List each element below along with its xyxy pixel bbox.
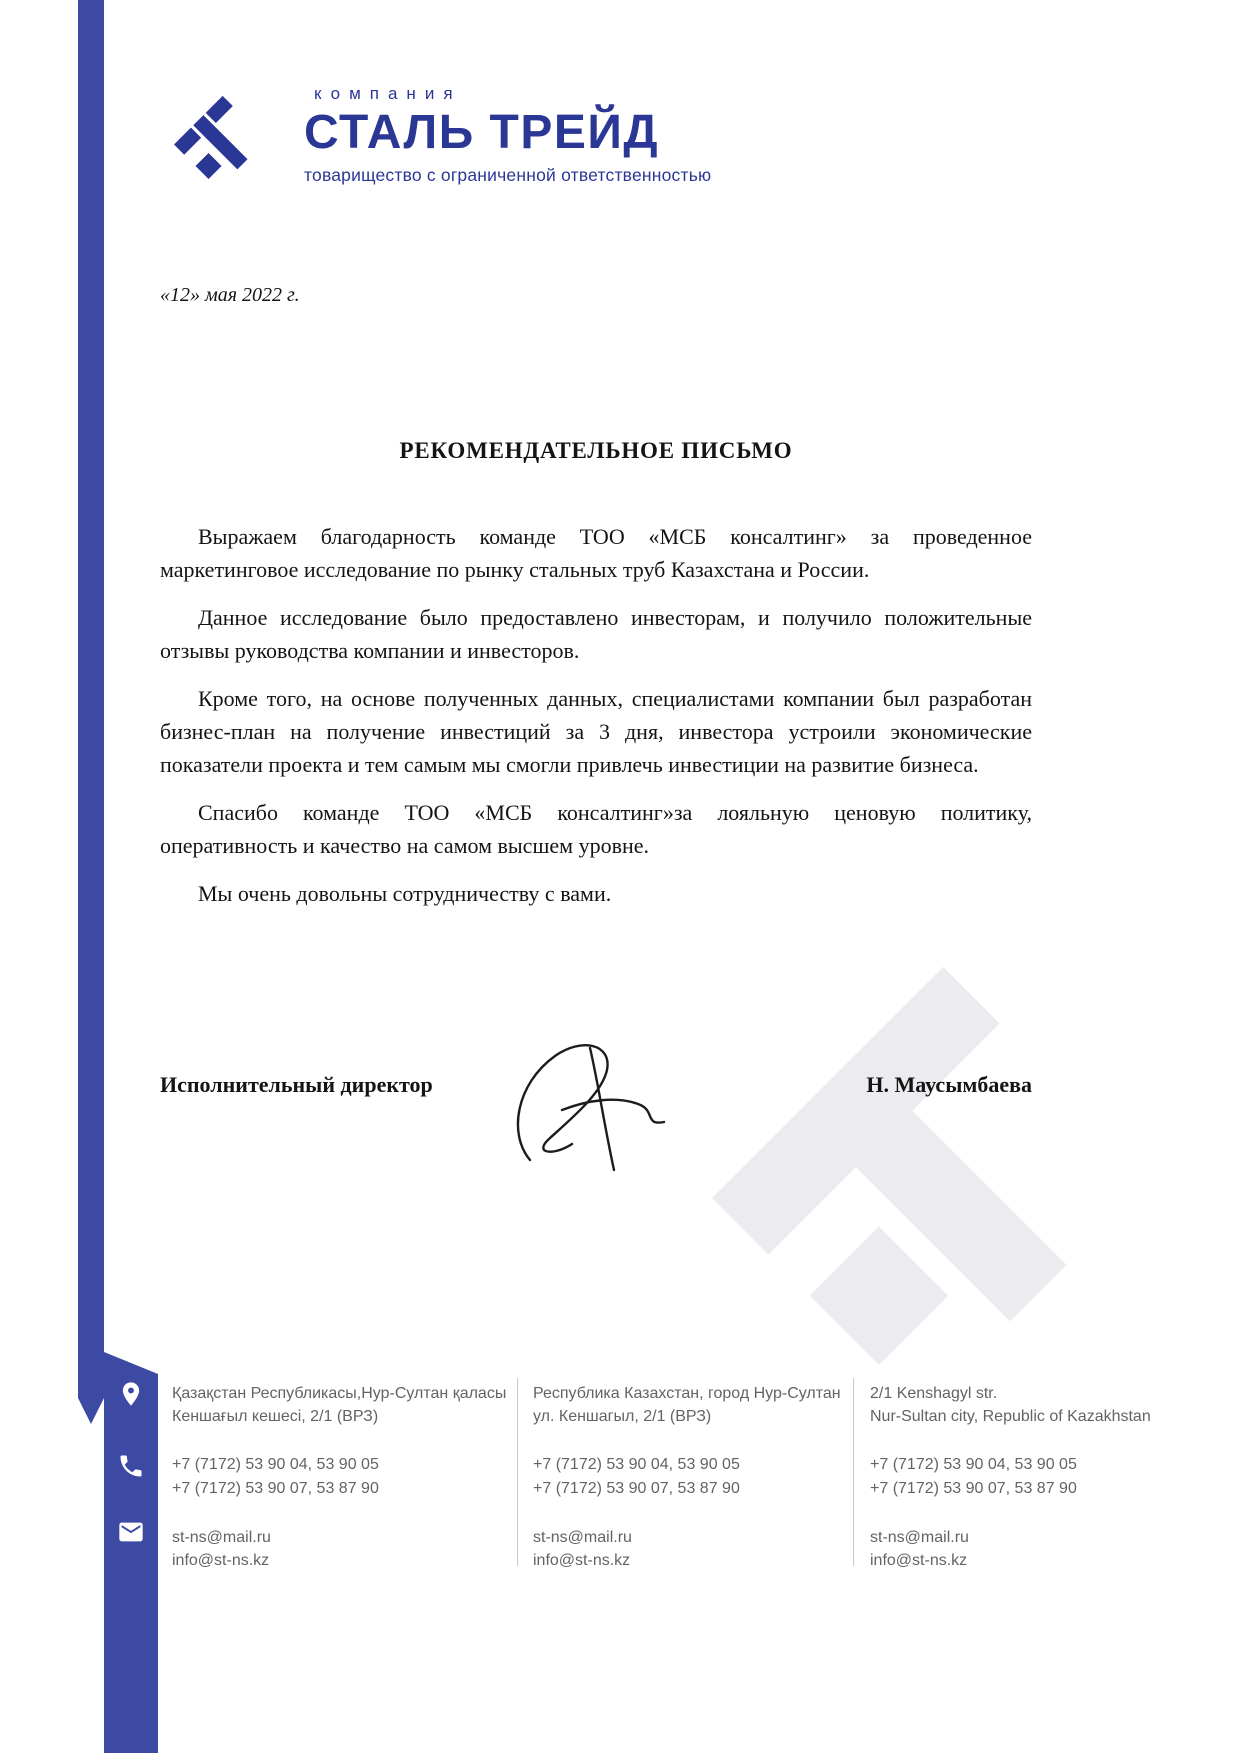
watermark-logo-icon [645,905,1190,1450]
address-block [870,1382,1151,1428]
letterhead-text [304,80,711,186]
email-line: st-ns@mail.ru [870,1528,969,1546]
email-line: info@st-ns.kz [533,1551,631,1569]
letterhead [148,80,711,200]
signatory-name: Н. Маусымбаева [866,1072,1032,1097]
address-block [533,1382,841,1428]
paragraph: Выражаем благодарность команде ТОО «МСБ консалтинг» за проведенное маркетинговое исследование по рынку стальных труб Казахстана и России. [160,524,1032,582]
email-line: info@st-ns.kz [870,1551,968,1569]
address-line: Кеншағыл кешесі, 2/1 (ВРЗ) [172,1408,379,1426]
address-line: Nur-Sultan city, Republic of Kazakhstan [870,1408,1151,1426]
phone-line: +7 (7172) 53 90 07, 53 87 90 [870,1479,1077,1497]
phone-line: +7 (7172) 53 90 07, 53 87 90 [533,1479,740,1497]
location-pin-icon [117,1380,145,1408]
phone-line: +7 (7172) 53 90 07, 53 87 90 [172,1479,379,1497]
emails-block [870,1526,1151,1572]
footer-divider [853,1378,854,1566]
phone-line: +7 (7172) 53 90 04, 53 90 05 [870,1456,1077,1474]
company-kicker: компания [314,84,462,103]
address-line: Қазақстан Республикасы,Нур-Султан қаласы [172,1385,507,1402]
company-name: СТАЛЬ ТРЕЙД [304,106,660,159]
address-line: Республика Казахстан, город Нур-Султан [533,1385,841,1402]
phone-icon [117,1452,145,1480]
address-block [172,1382,506,1428]
email-line: st-ns@mail.ru [172,1528,271,1546]
footer-column-russian [533,1382,841,1572]
email-line: info@st-ns.kz [172,1551,270,1569]
paragraph: Мы очень довольны сотрудничеству с вами. [198,881,612,906]
phones-block [172,1453,506,1499]
email-line: st-ns@mail.ru [533,1528,632,1546]
mail-icon [117,1518,145,1546]
date-line: «12» мая 2022 г. [160,284,300,306]
letter-title: РЕКОМЕНДАТЕЛЬНОЕ ПИСЬМО [399,438,793,463]
phone-line: +7 (7172) 53 90 04, 53 90 05 [172,1456,379,1474]
paragraph: Кроме того, на основе полученных данных, специалистами компании был разработан бизнес-план на получение инвестиций за 3 дня, инвестора устроили экономические показатели проекта и тем самым мы смогли привлечь инвестиции на развитие бизнеса. [160,686,1032,777]
phones-block [870,1453,1151,1499]
letter-body [160,438,1032,925]
company-subtitle: товарищество с ограниченной ответственностью [304,164,712,185]
paragraph: Данное исследование было предоставлено инвесторам, и получило положительные отзывы руководства компании и инвесторов. [160,605,1032,663]
footer-column-english [870,1382,1151,1572]
paragraph: Спасибо команде ТОО «МСБ консалтинг»за лояльную ценовую политику, оперативность и качество на самом высшем уровне. [160,800,1032,858]
signatory-role: Исполнительный директор [160,1072,433,1097]
address-line: 2/1 Kenshagyl str. [870,1385,998,1402]
address-line: ул. Кеншагыл, 2/1 (ВРЗ) [533,1408,712,1426]
emails-block [533,1526,841,1572]
footer-column-kazakh [172,1382,506,1572]
phone-line: +7 (7172) 53 90 04, 53 90 05 [533,1456,740,1474]
company-logo-icon [148,80,286,200]
footer-divider [517,1378,518,1566]
left-ribbon [0,0,170,1753]
handwritten-signature [500,1038,685,1183]
phones-block [533,1453,841,1499]
emails-block [172,1526,506,1572]
